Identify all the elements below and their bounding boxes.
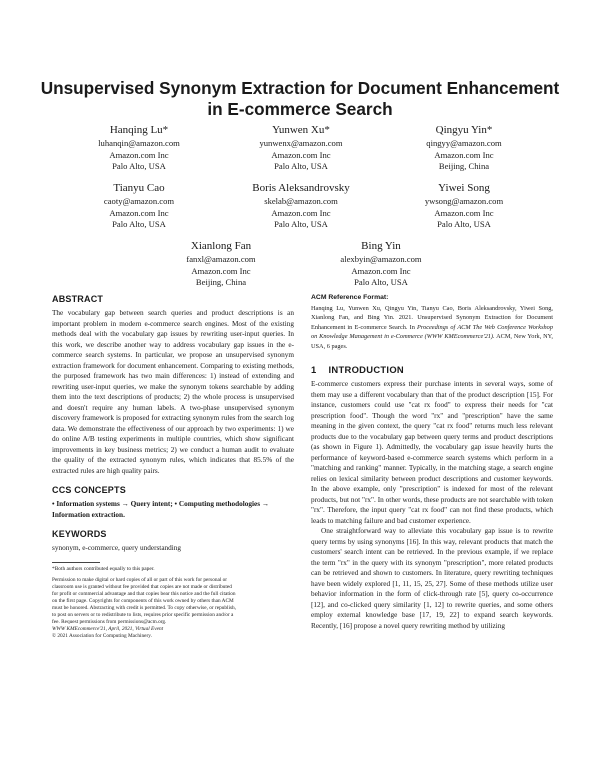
right-column (311, 294, 553, 631)
introduction-paragraph-1: E-commerce customers express their purchase intents in several ways, some of them may use a different vocabulary than that of the product description [15]. For instance, customers could use "cat rx food" to express their needs for "cat prescription food". Though the word "rx" and "prescription" have the same meaning in the given context, the query "cat rx food" returns much less relevant products due to the vocabulary gap between query terms and product descriptions (as shown in Figure 1). Admittedly, the vocabulary gap issue heavily hurts the performance of keyword-based e-commerce search systems which perform in a "matching and ranking" manner. Typically, in the matching stage, a search engine relies on lexical similarity between product descriptions and customer keywords. In the above example, only "prescription" is indexed for most of the relevant products, but not "rx". In other words, these products are not searchable with token "rx". Therefore, the input query "cat rx food" can not find these products, which leads to matching failure and bad customer experience. (311, 380, 553, 525)
permission-line: classroom use is granted without fee provided that copies are not made or distributed (52, 583, 232, 590)
title-line-1: Unsupervised Synonym Extraction for Document Enhancement (40, 78, 560, 98)
permission-line: must be honored. Abstracting with credit is permitted. To copy otherwise, or republish, (52, 604, 237, 611)
introduction-paragraph-2: One straightforward way to alleviate this vocabulary gap issue is to rewrite query terms by using synonyms [16]. In this way, relevant products that match the customers' search intent can be retrieved. In the previous example, if we replace the term "rx" in the query with its synonym "prescription", more related products can be retrieved and shown to customers. In literature, query rewriting techniques have been widely explored [1, 11, 15, 25, 27]. Some of these methods utilize user behavior information in the form of click-through rate [5], query co-occurrence [12], and co-clicked query similarity [1, 12] to rewrite queries, and some others employ external knowledge base [17, 19, 22] to expand search keywords. Recently, [16] propose a novel query rewriting method by utilizing (311, 527, 553, 630)
footnote-rule (52, 562, 100, 563)
introduction-heading (311, 364, 553, 375)
author-name: Yunwen Xu* (272, 124, 330, 136)
permission-notice (52, 577, 294, 640)
keywords-text: synonym, e-commerce, query understanding (52, 544, 182, 552)
reference-format-heading: ACM Reference Format: (311, 294, 389, 301)
abstract-text: The vocabulary gap between search queries and product descriptions is an important problem in modern e-commerce search engines. Most of the existing methods deal with the vocabulary gap issues by rewriting user-input queries. In this work, we describe another way to address vocabulary gap issues in the e-commerce search systems. In particular, we propose an unsupervised synonym extraction framework for document enhancement. Comparing to existing methods, the purposed framework has two main differences: 1) instead of extending and rewriting user-input queries, we make the synonym tokens searchable by adding them into the text descriptions of products; 2) the whole process is unsupervised and doesn't require any human labels. A two-phase unsupervised synonym discovery framework is proposed for extracting synonym rules from the search log data. We demonstrate the effectiveness of our approach by two experiments: 1) we do online A/B testing experiments in multiple countries, which show significant improvements in key business metrics; 2) we conduct a human audit to evaluate the quality of the extracted synonym rules, which indicates that 85.5% of the extracted rules are high quality pairs. (52, 309, 294, 475)
ccs-heading: CCS CONCEPTS (52, 485, 126, 495)
author-affiliation: Amazon.com Inc (351, 265, 411, 276)
author-name: Boris Aleksandrovsky (252, 182, 350, 194)
author-block (379, 182, 549, 231)
author-name: Yiwei Song (438, 182, 490, 194)
reference-venue: Proceedings of ACM The Web Conference Workshop on Knowledge Management in e-Commerce (WWW KMEcommerce'21). (311, 323, 553, 341)
author-location: Palo Alto, USA (112, 161, 166, 171)
author-email: skelab@amazon.com (264, 196, 338, 206)
author-name: Bing Yin (361, 240, 401, 252)
copyright-line: © 2021 Association for Computing Machinery. (52, 632, 152, 639)
left-column (52, 294, 294, 640)
author-email: luhanqin@amazon.com (98, 138, 180, 148)
title-line-2: in E-commerce Search (207, 99, 393, 119)
author-block (136, 240, 306, 289)
author-block (216, 124, 386, 173)
author-name: Tianyu Cao (113, 182, 165, 194)
author-name: Qingyu Yin* (435, 124, 493, 136)
author-affiliation: Amazon.com Inc (109, 149, 169, 160)
permission-line: on the first page. Copyrights for components of this work owned by others than ACM (52, 597, 234, 604)
author-location: Palo Alto, USA (274, 219, 328, 229)
reference-authors: Hanqing Lu, Yunwen Xu, Qingyu Yin, Tianyu Cao, Boris Aleksandrovsky, Yiwei Song, Xianlong Fan, and Bing Yin. 2021. Unsupervised Synonym Extraction for Document Enhancement in E-commerce Search. In (311, 305, 553, 331)
author-email: qingyy@amazon.com (426, 138, 502, 148)
author-location: Palo Alto, USA (274, 161, 328, 171)
author-email: fanxl@amazon.com (186, 254, 256, 264)
author-affiliation: Amazon.com Inc (109, 207, 169, 218)
author-affiliation: Amazon.com Inc (434, 207, 494, 218)
author-affiliation: Amazon.com Inc (271, 149, 331, 160)
equal-contribution-note: *Both authors contributed equally to this paper. (52, 565, 155, 572)
paper-title (40, 78, 560, 120)
author-email: alexbyin@amazon.com (340, 254, 422, 264)
author-email: caoty@amazon.com (103, 196, 175, 206)
author-email: yunwenx@amazon.com (259, 138, 343, 148)
author-name: Xianlong Fan (190, 240, 252, 252)
author-name: Hanqing Lu* (109, 124, 169, 136)
section-number: 1 (311, 364, 317, 376)
reference-tail: ACM, New York, NY, USA, 6 pages. (311, 333, 553, 350)
keywords-heading: KEYWORDS (52, 529, 107, 539)
author-location: Beijing, China (438, 161, 490, 171)
permission-line: Permission to make digital or hard copies of all or part of this work for personal or (52, 576, 228, 583)
author-location: Beijing, China (195, 277, 247, 287)
reference-format-text (311, 304, 553, 351)
author-block (216, 182, 386, 231)
author-affiliation: Amazon.com Inc (434, 149, 494, 160)
permission-line: for profit or commercial advantage and that copies bear this notice and the full citation (52, 590, 236, 597)
venue-line: WWW KMEcommerce'21, April, 2021, Virtual Event (52, 625, 164, 632)
permission-line: fee. Request permissions from permissions@acm.org. (52, 618, 167, 625)
author-block (296, 240, 466, 289)
abstract-heading: ABSTRACT (52, 294, 104, 304)
permission-line: to post on servers or to redistribute to lists, requires prior specific permission and/or a (52, 611, 234, 618)
ccs-text: • Information systems → Query intent; • Computing methodologies → Information extraction. (52, 500, 270, 519)
author-block (379, 124, 549, 173)
author-block (54, 124, 224, 173)
author-email: ywsong@amazon.com (424, 196, 504, 206)
author-location: Palo Alto, USA (354, 277, 408, 287)
section-title: INTRODUCTION (328, 364, 404, 376)
author-block (54, 182, 224, 231)
author-affiliation: Amazon.com Inc (271, 207, 331, 218)
author-location: Palo Alto, USA (112, 219, 166, 229)
author-location: Palo Alto, USA (437, 219, 491, 229)
author-affiliation: Amazon.com Inc (191, 265, 251, 276)
